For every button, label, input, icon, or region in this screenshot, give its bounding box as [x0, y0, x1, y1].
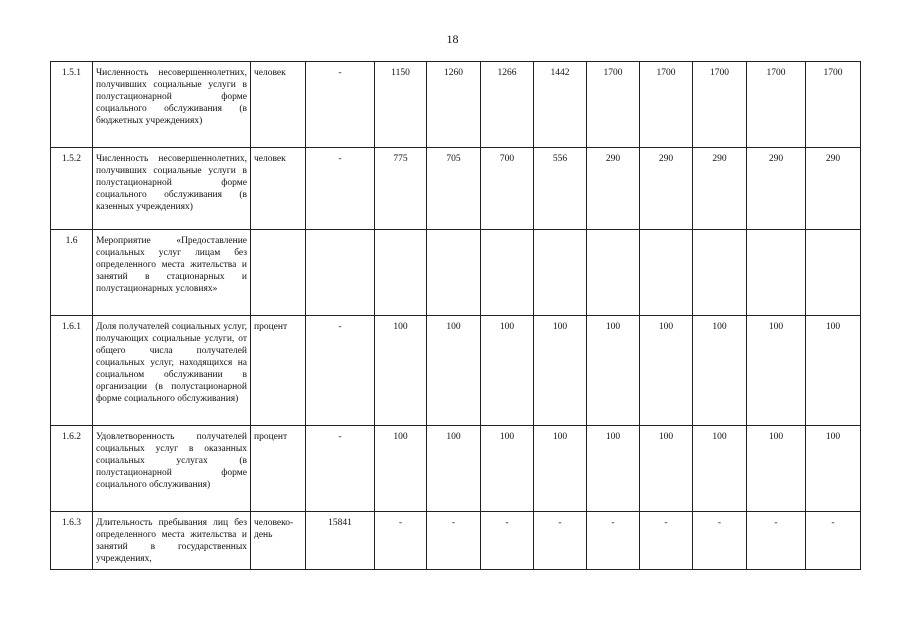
value-cell: 100 [534, 426, 587, 512]
value-cell: 556 [534, 148, 587, 230]
row-number: 1.5.2 [51, 148, 93, 230]
table-row [51, 426, 861, 512]
value-cell: - [427, 512, 481, 570]
value-cell: 1700 [693, 62, 747, 148]
indicator-description: Мероприятие «Предоставление социальных услуг лицам без определенного места жительства и занятий в стационарных и полустационарных условиях» [93, 230, 251, 316]
value-cell: 290 [806, 148, 861, 230]
value-cell: 1260 [427, 62, 481, 148]
indicator-description: Доля получателей социальных услуг, получающих социальные услуги, от общего числа получателей социальных услуг, находящихся на социальном обслуживании в организации (в полустационарной форме социального обслуживания) [93, 316, 251, 426]
value-cell: 15841 [306, 512, 375, 570]
table-row [51, 316, 861, 426]
value-cell: 100 [806, 426, 861, 512]
value-cell: 100 [375, 426, 427, 512]
value-cell: 290 [640, 148, 693, 230]
value-cell [747, 230, 806, 316]
value-cell: 100 [747, 316, 806, 426]
value-cell [806, 230, 861, 316]
unit-of-measure: процент [251, 426, 306, 512]
value-cell: 290 [747, 148, 806, 230]
value-cell: - [306, 148, 375, 230]
value-cell: 1266 [481, 62, 534, 148]
indicator-description: Численность несовершеннолетних, получивших социальные услуги в полустационарной форме социального обслуживания (в бюджетных учреждениях) [93, 62, 251, 148]
unit-of-measure [251, 230, 306, 316]
indicator-description: Длительность пребывания лиц без определенного места жительства и занятий в государственных учреждениях, [93, 512, 251, 570]
value-cell [481, 230, 534, 316]
value-cell: 290 [587, 148, 640, 230]
indicators-table [50, 61, 861, 570]
row-number: 1.6.3 [51, 512, 93, 570]
page-number: 18 [446, 32, 459, 46]
value-cell: - [481, 512, 534, 570]
unit-of-measure: человек [251, 62, 306, 148]
value-cell: - [806, 512, 861, 570]
table-row [51, 148, 861, 230]
value-cell: 100 [427, 316, 481, 426]
value-cell: 100 [693, 426, 747, 512]
value-cell: 1442 [534, 62, 587, 148]
value-cell: - [534, 512, 587, 570]
table-row [51, 62, 861, 148]
value-cell: 700 [481, 148, 534, 230]
table-row [51, 512, 861, 570]
value-cell: 775 [375, 148, 427, 230]
value-cell: - [747, 512, 806, 570]
value-cell: 1700 [640, 62, 693, 148]
row-number: 1.6.2 [51, 426, 93, 512]
row-number: 1.5.1 [51, 62, 93, 148]
unit-of-measure: человек [251, 148, 306, 230]
value-cell: 100 [806, 316, 861, 426]
value-cell: 100 [481, 426, 534, 512]
value-cell: - [306, 62, 375, 148]
value-cell: 290 [693, 148, 747, 230]
value-cell: - [693, 512, 747, 570]
value-cell: 100 [587, 426, 640, 512]
value-cell: 100 [640, 316, 693, 426]
value-cell [306, 230, 375, 316]
unit-of-measure: человеко-день [251, 512, 306, 570]
table-row [51, 230, 861, 316]
row-number: 1.6.1 [51, 316, 93, 426]
value-cell: - [640, 512, 693, 570]
table-body [51, 62, 861, 570]
value-cell: 1150 [375, 62, 427, 148]
value-cell: 100 [693, 316, 747, 426]
value-cell: - [306, 426, 375, 512]
value-cell [640, 230, 693, 316]
value-cell: 1700 [747, 62, 806, 148]
value-cell: 100 [375, 316, 427, 426]
value-cell: 1700 [806, 62, 861, 148]
value-cell: 100 [587, 316, 640, 426]
value-cell: 100 [747, 426, 806, 512]
value-cell: 705 [427, 148, 481, 230]
indicator-description: Численность несовершеннолетних, получивших социальные услуги в полустационарной форме социального обслуживания (в казенных учреждениях) [93, 148, 251, 230]
value-cell: 100 [640, 426, 693, 512]
value-cell [587, 230, 640, 316]
value-cell [375, 230, 427, 316]
row-number: 1.6 [51, 230, 93, 316]
value-cell: - [587, 512, 640, 570]
value-cell [534, 230, 587, 316]
indicator-description: Удовлетворенность получателей социальных услуг в оказанных социальных услугах (в полустационарной форме социального обслуживания) [93, 426, 251, 512]
value-cell [427, 230, 481, 316]
value-cell: 100 [534, 316, 587, 426]
value-cell: 100 [481, 316, 534, 426]
unit-of-measure: процент [251, 316, 306, 426]
value-cell: - [306, 316, 375, 426]
value-cell [693, 230, 747, 316]
value-cell: 1700 [587, 62, 640, 148]
value-cell: - [375, 512, 427, 570]
value-cell: 100 [427, 426, 481, 512]
